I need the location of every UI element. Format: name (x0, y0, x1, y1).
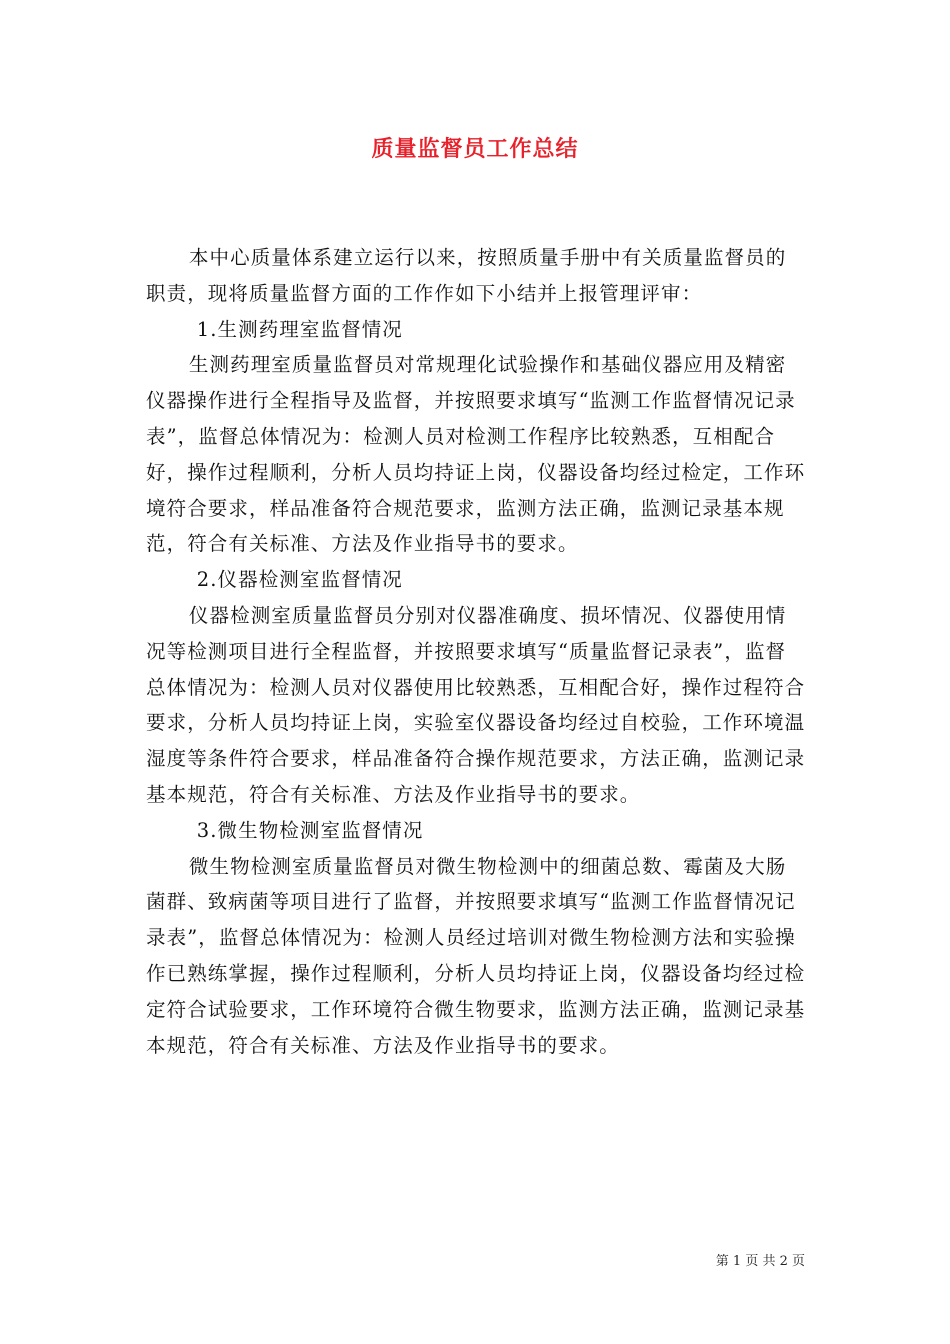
section-paragraph-3: 微生物检测室质量监督员对微生物检测中的细菌总数、霉菌及大肠菌群、致病菌等项目进行了监督，并按照要求填写“监测工作监督情况记录表”，监督总体情况为：检测人员经过培训对微生物检测方法和实验操作已熟练掌握，操作过程顺利，分析人员均持证上岗，仪器设备均经过检定符合试验要求，工作环境符合微生物要求，监测方法正确，监测记录基本规范，符合有关标准、方法及作业指导书的要求。 (146, 854, 806, 1057)
section-heading-2: 2.仪器检测室监督情况 (196, 568, 403, 592)
document-title: 质量监督员工作总结 (371, 136, 579, 162)
page-number-footer: 第 1 页 共 2 页 (715, 1254, 805, 1269)
intro-paragraph: 本中心质量体系建立运行以来，按照质量手册中有关质量监督员的职责，现将质量监督方面的工作作如下小结并上报管理评审： (146, 246, 787, 305)
section-heading-3: 3.微生物检测室监督情况 (196, 818, 424, 842)
section-paragraph-2: 仪器检测室质量监督员分别对仪器准确度、损坏情况、仪器使用情况等检测项目进行全程监督，并按照要求填写“质量监督记录表”，监督总体情况为：检测人员对仪器使用比较熟悉，互相配合好，操作过程符合要求，分析人员均持证上岗，实验室仪器设备均经过自校验，工作环境温湿度等条件符合要求，样品准备符合操作规范要求，方法正确，监测记录基本规范，符合有关标准、方法及作业指导书的要求。 (146, 603, 806, 806)
document-body (146, 240, 806, 1063)
section-paragraph-1: 生测药理室质量监督员对常规理化试验操作和基础仪器应用及精密仪器操作进行全程指导及监督，并按照要求填写“监测工作监督情况记录表”，监督总体情况为：检测人员对检测工作程序比较熟悉，互相配合好，操作过程顺利，分析人员均持证上岗，仪器设备均经过检定，工作环境符合要求，样品准备符合规范要求，监测方法正确，监测记录基本规范，符合有关标准、方法及作业指导书的要求。 (146, 353, 806, 556)
section-heading-1: 1.生测药理室监督情况 (196, 317, 403, 341)
